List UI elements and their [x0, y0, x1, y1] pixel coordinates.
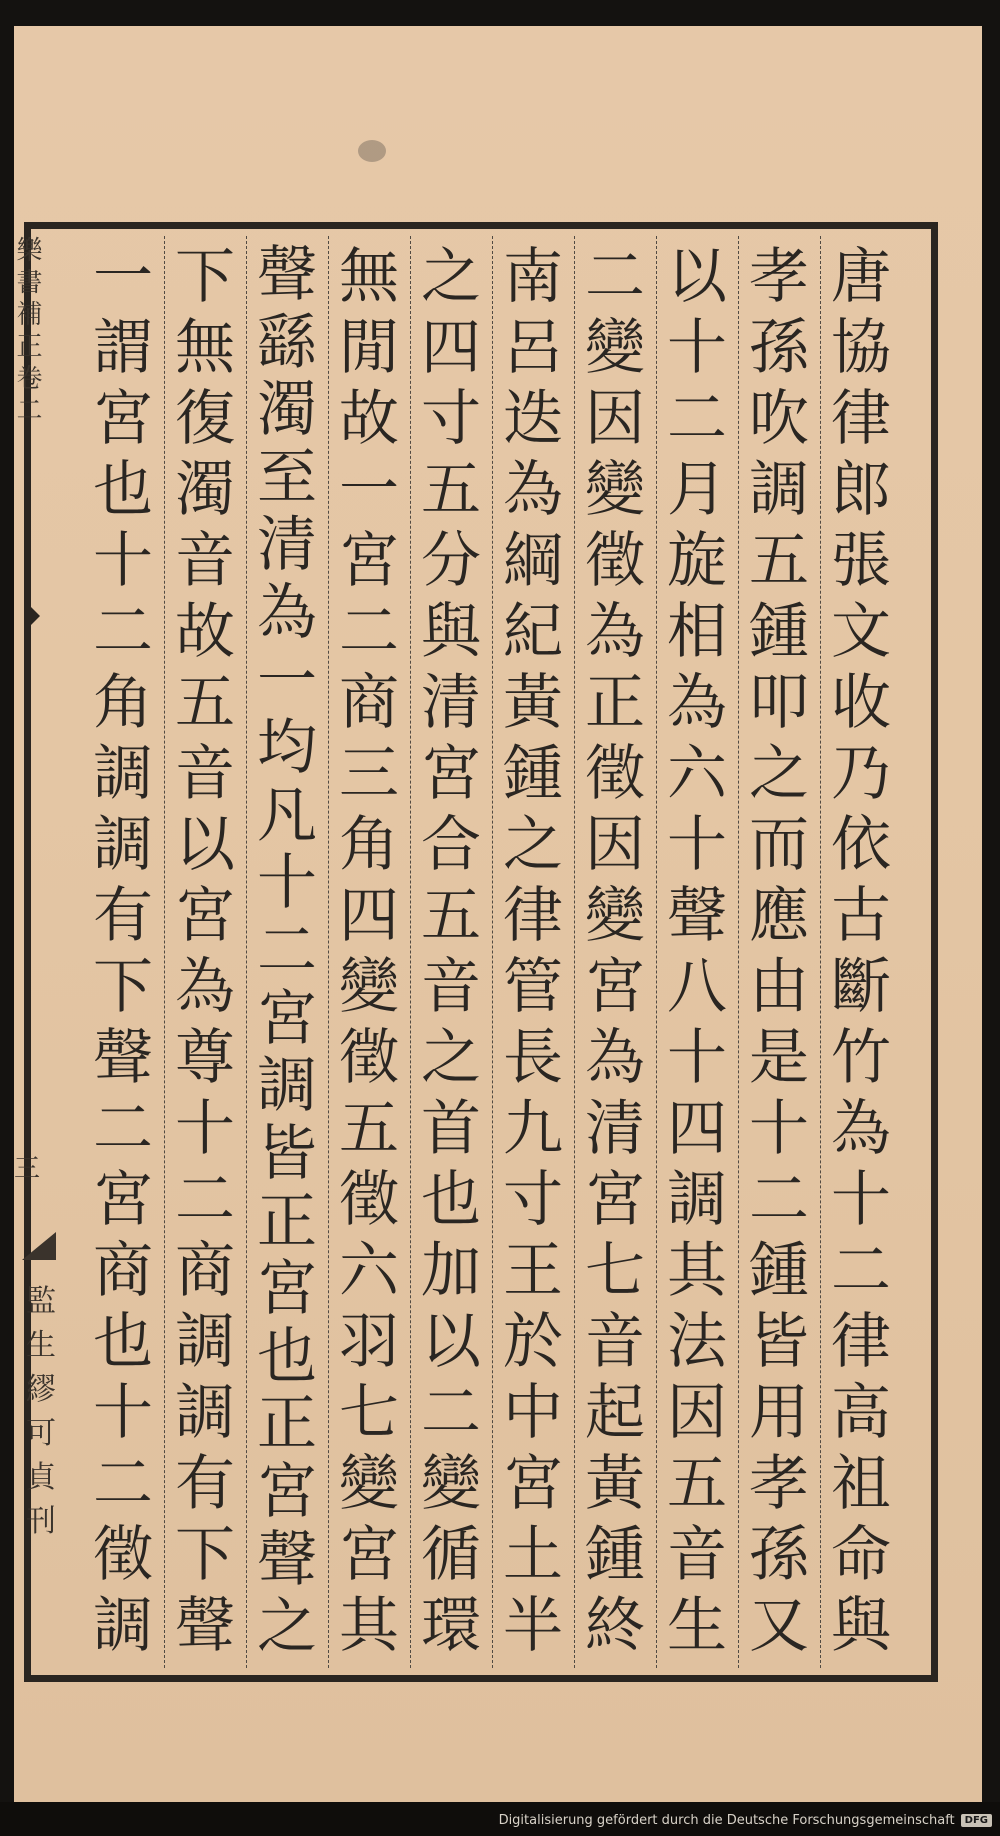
- glyph: 角: [339, 810, 399, 880]
- glyph: 鍾: [503, 739, 563, 809]
- glyph: 音: [667, 1520, 727, 1590]
- glyph: 五: [421, 881, 481, 951]
- glyph: 商: [175, 1236, 235, 1306]
- glyph: 濁: [175, 455, 235, 525]
- glyph: 宮: [503, 1449, 563, 1519]
- glyph: 為: [667, 668, 727, 738]
- glyph: 十: [831, 1165, 891, 1235]
- glyph: 五: [667, 1449, 727, 1519]
- glyph: 二: [339, 597, 399, 667]
- fish-tail-mark: [24, 600, 40, 632]
- glyph: 終: [585, 1591, 645, 1661]
- glyph: 二: [257, 916, 317, 987]
- glyph: 以: [175, 810, 235, 880]
- glyph: 音: [175, 526, 235, 596]
- text-column: [87, 236, 159, 1668]
- glyph: 四: [667, 1094, 727, 1164]
- glyph: 其: [667, 1236, 727, 1306]
- glyph: 管: [503, 952, 563, 1022]
- glyph: 宮: [585, 952, 645, 1022]
- glyph: 調: [175, 1378, 235, 1448]
- glyph: 聲: [257, 240, 317, 310]
- glyph: 復: [175, 384, 235, 454]
- glyph: 也: [93, 455, 153, 525]
- glyph: 循: [421, 1520, 481, 1590]
- glyph: 一: [339, 455, 399, 525]
- glyph: 環: [421, 1591, 481, 1661]
- glyph: 聲: [257, 1524, 317, 1595]
- column-divider: [410, 236, 411, 1668]
- glyph: 律: [831, 1307, 891, 1377]
- glyph: 音: [585, 1307, 645, 1377]
- glyph: 宮: [93, 1165, 153, 1235]
- glyph: 竹: [831, 1023, 891, 1093]
- glyph: 分: [421, 526, 481, 596]
- column-divider: [738, 236, 739, 1668]
- glyph: 為: [257, 578, 317, 649]
- glyph: 調: [257, 1051, 317, 1122]
- glyph: 古: [831, 881, 891, 951]
- glyph: 鍾: [585, 1520, 645, 1590]
- glyph: 徵: [93, 1520, 153, 1590]
- digitization-footer: [499, 1813, 992, 1828]
- glyph: 變: [339, 952, 399, 1022]
- glyph: 寸: [421, 384, 481, 454]
- glyph: 因: [585, 810, 645, 880]
- glyph: 二: [93, 597, 153, 667]
- glyph: 六: [667, 739, 727, 809]
- glyph: 清: [257, 510, 317, 581]
- text-column: [579, 236, 651, 1668]
- glyph: 與: [831, 1591, 891, 1661]
- glyph: 生: [667, 1591, 727, 1661]
- glyph: 謂: [93, 313, 153, 383]
- glyph: 叩: [749, 668, 809, 738]
- glyph: 有: [175, 1449, 235, 1519]
- glyph: 命: [831, 1520, 891, 1590]
- glyph: 依: [831, 810, 891, 880]
- glyph: 宮: [257, 1456, 317, 1527]
- ink-mark: [358, 140, 386, 162]
- glyph: 為: [585, 1023, 645, 1093]
- glyph: 律: [503, 881, 563, 951]
- glyph: 以: [421, 1307, 481, 1377]
- glyph: 調: [749, 455, 809, 525]
- glyph: 相: [667, 597, 727, 667]
- glyph: 正: [257, 1389, 317, 1460]
- text-column: [825, 236, 897, 1668]
- glyph: 宮: [257, 983, 317, 1054]
- glyph: 之: [421, 242, 481, 312]
- text-column: [661, 236, 733, 1668]
- glyph: 濁: [257, 375, 317, 446]
- glyph: 變: [421, 1449, 481, 1519]
- glyph: 九: [503, 1094, 563, 1164]
- glyph: 下: [175, 242, 235, 312]
- glyph: 故: [339, 384, 399, 454]
- glyph: 四: [421, 313, 481, 383]
- glyph: 六: [339, 1236, 399, 1306]
- glyph: 調: [175, 1307, 235, 1377]
- glyph: 十: [175, 1094, 235, 1164]
- glyph: 應: [749, 881, 809, 951]
- glyph: 十: [667, 313, 727, 383]
- glyph: 郎: [831, 455, 891, 525]
- column-divider: [492, 236, 493, 1668]
- glyph: 迭: [503, 384, 563, 454]
- glyph: 五: [421, 455, 481, 525]
- glyph: 文: [831, 597, 891, 667]
- glyph: 之: [749, 739, 809, 809]
- glyph: 二: [421, 1378, 481, 1448]
- glyph: 又: [749, 1591, 809, 1661]
- glyph: 二: [93, 1449, 153, 1519]
- glyph: 清: [421, 668, 481, 738]
- glyph: 七: [339, 1378, 399, 1448]
- glyph: 王: [503, 1236, 563, 1306]
- glyph: 正: [257, 1186, 317, 1257]
- glyph: 也: [93, 1307, 153, 1377]
- glyph: 二: [831, 1236, 891, 1306]
- spine-page-number: 三: [14, 1154, 41, 1184]
- glyph: 黃: [503, 668, 563, 738]
- glyph: 首: [421, 1094, 481, 1164]
- glyph: 起: [585, 1378, 645, 1448]
- glyph: 正: [585, 668, 645, 738]
- printer-credit: 監生繆可貞刊: [26, 1284, 56, 1539]
- glyph: 與: [421, 597, 481, 667]
- glyph: 十: [749, 1094, 809, 1164]
- glyph: 聲: [93, 1023, 153, 1093]
- text-column: [415, 236, 487, 1668]
- glyph: 月: [667, 455, 727, 525]
- glyph: 閒: [339, 313, 399, 383]
- glyph: 孫: [749, 1520, 809, 1590]
- glyph: 五: [339, 1094, 399, 1164]
- glyph: 是: [749, 1023, 809, 1093]
- glyph: 下: [93, 952, 153, 1022]
- glyph: 紀: [503, 597, 563, 667]
- glyph: 張: [831, 526, 891, 596]
- glyph: 唐: [831, 242, 891, 312]
- glyph: 聲: [667, 881, 727, 951]
- glyph: 由: [749, 952, 809, 1022]
- glyph: 孝: [749, 242, 809, 312]
- dfg-logo: DFG: [961, 1814, 992, 1827]
- glyph: 徵: [339, 1165, 399, 1235]
- footer-text: Digitalisierung gefördert durch die Deutsche Forschungsgemeinschaft: [498, 1813, 955, 1828]
- glyph: 二: [667, 384, 727, 454]
- glyph: 宮: [93, 384, 153, 454]
- glyph: 律: [831, 384, 891, 454]
- glyph: 寸: [503, 1165, 563, 1235]
- glyph: 五: [175, 668, 235, 738]
- text-column: [743, 236, 815, 1668]
- glyph: 半: [503, 1591, 563, 1661]
- glyph: 變: [585, 455, 645, 525]
- glyph: 黃: [585, 1449, 645, 1519]
- glyph: 八: [667, 952, 727, 1022]
- glyph: 而: [749, 810, 809, 880]
- glyph: 呂: [503, 313, 563, 383]
- glyph: 長: [503, 1023, 563, 1093]
- glyph: 清: [585, 1094, 645, 1164]
- text-column: [333, 236, 405, 1668]
- glyph: 聲: [175, 1591, 235, 1661]
- glyph: 合: [421, 810, 481, 880]
- glyph: 其: [339, 1591, 399, 1661]
- glyph: 五: [749, 526, 809, 596]
- text-column: [497, 236, 569, 1668]
- glyph: 音: [175, 739, 235, 809]
- glyph: 宮: [421, 739, 481, 809]
- glyph: 十: [667, 1023, 727, 1093]
- glyph: 一: [93, 242, 153, 312]
- glyph: 故: [175, 597, 235, 667]
- glyph: 商: [93, 1236, 153, 1306]
- glyph: 二: [175, 1165, 235, 1235]
- glyph: 中: [503, 1378, 563, 1448]
- column-divider: [574, 236, 575, 1668]
- glyph: 宮: [585, 1165, 645, 1235]
- glyph: 十: [93, 1378, 153, 1448]
- glyph: 無: [339, 242, 399, 312]
- glyph: 無: [175, 313, 235, 383]
- glyph: 南: [503, 242, 563, 312]
- glyph: 下: [175, 1520, 235, 1590]
- glyph: 因: [585, 384, 645, 454]
- glyph: 宮: [339, 526, 399, 596]
- glyph: 宮: [339, 1520, 399, 1590]
- glyph: 協: [831, 313, 891, 383]
- glyph: 孫: [749, 313, 809, 383]
- text-column: [251, 236, 323, 1668]
- glyph: 孝: [749, 1449, 809, 1519]
- glyph: 綱: [503, 526, 563, 596]
- glyph: 也: [421, 1165, 481, 1235]
- glyph: 繇: [257, 307, 317, 378]
- glyph: 調: [93, 739, 153, 809]
- glyph: 宮: [175, 881, 235, 951]
- glyph: 之: [257, 1592, 317, 1663]
- glyph: 變: [585, 313, 645, 383]
- spine-title: 樂書補正卷二: [12, 236, 42, 428]
- glyph: 收: [831, 668, 891, 738]
- glyph: 商: [339, 668, 399, 738]
- glyph: 因: [667, 1378, 727, 1448]
- glyph: 土: [503, 1520, 563, 1590]
- glyph: 十: [257, 848, 317, 919]
- text-column: [169, 236, 241, 1668]
- glyph: 高: [831, 1378, 891, 1448]
- glyph: 乃: [831, 739, 891, 809]
- glyph: 十: [667, 810, 727, 880]
- glyph: 為: [585, 597, 645, 667]
- glyph: 變: [339, 1449, 399, 1519]
- glyph: 以: [667, 242, 727, 312]
- glyph: 宮: [257, 1254, 317, 1325]
- glyph: 法: [667, 1307, 727, 1377]
- glyph: 均: [257, 713, 317, 784]
- glyph: 有: [93, 881, 153, 951]
- glyph: 用: [749, 1378, 809, 1448]
- glyph: 一: [257, 645, 317, 716]
- glyph: 吹: [749, 384, 809, 454]
- glyph: 二: [93, 1094, 153, 1164]
- glyph: 三: [339, 739, 399, 809]
- glyph: 調: [667, 1165, 727, 1235]
- glyph: 凡: [257, 780, 317, 851]
- column-divider: [246, 236, 247, 1668]
- glyph: 鍾: [749, 1236, 809, 1306]
- glyph: 音: [421, 952, 481, 1022]
- glyph: 也: [257, 1321, 317, 1392]
- glyph: 徵: [585, 526, 645, 596]
- glyph: 尊: [175, 1023, 235, 1093]
- glyph: 四: [339, 881, 399, 951]
- glyph: 加: [421, 1236, 481, 1306]
- glyph: 為: [175, 952, 235, 1022]
- glyph: 十: [93, 526, 153, 596]
- glyph: 旋: [667, 526, 727, 596]
- glyph: 於: [503, 1307, 563, 1377]
- glyph: 徵: [339, 1023, 399, 1093]
- glyph: 羽: [339, 1307, 399, 1377]
- glyph: 調: [93, 1591, 153, 1661]
- glyph: 七: [585, 1236, 645, 1306]
- glyph: 二: [749, 1165, 809, 1235]
- column-divider: [328, 236, 329, 1668]
- column-divider: [164, 236, 165, 1668]
- glyph: 之: [503, 810, 563, 880]
- glyph: 之: [421, 1023, 481, 1093]
- column-divider: [820, 236, 821, 1668]
- glyph: 角: [93, 668, 153, 738]
- glyph: 二: [585, 242, 645, 312]
- glyph: 為: [831, 1094, 891, 1164]
- glyph: 斷: [831, 952, 891, 1022]
- glyph: 調: [93, 810, 153, 880]
- glyph: 皆: [749, 1307, 809, 1377]
- glyph: 鍾: [749, 597, 809, 667]
- glyph: 至: [257, 442, 317, 513]
- glyph: 祖: [831, 1449, 891, 1519]
- glyph: 變: [585, 881, 645, 951]
- glyph: 徵: [585, 739, 645, 809]
- glyph: 為: [503, 455, 563, 525]
- glyph: 皆: [257, 1118, 317, 1189]
- column-divider: [656, 236, 657, 1668]
